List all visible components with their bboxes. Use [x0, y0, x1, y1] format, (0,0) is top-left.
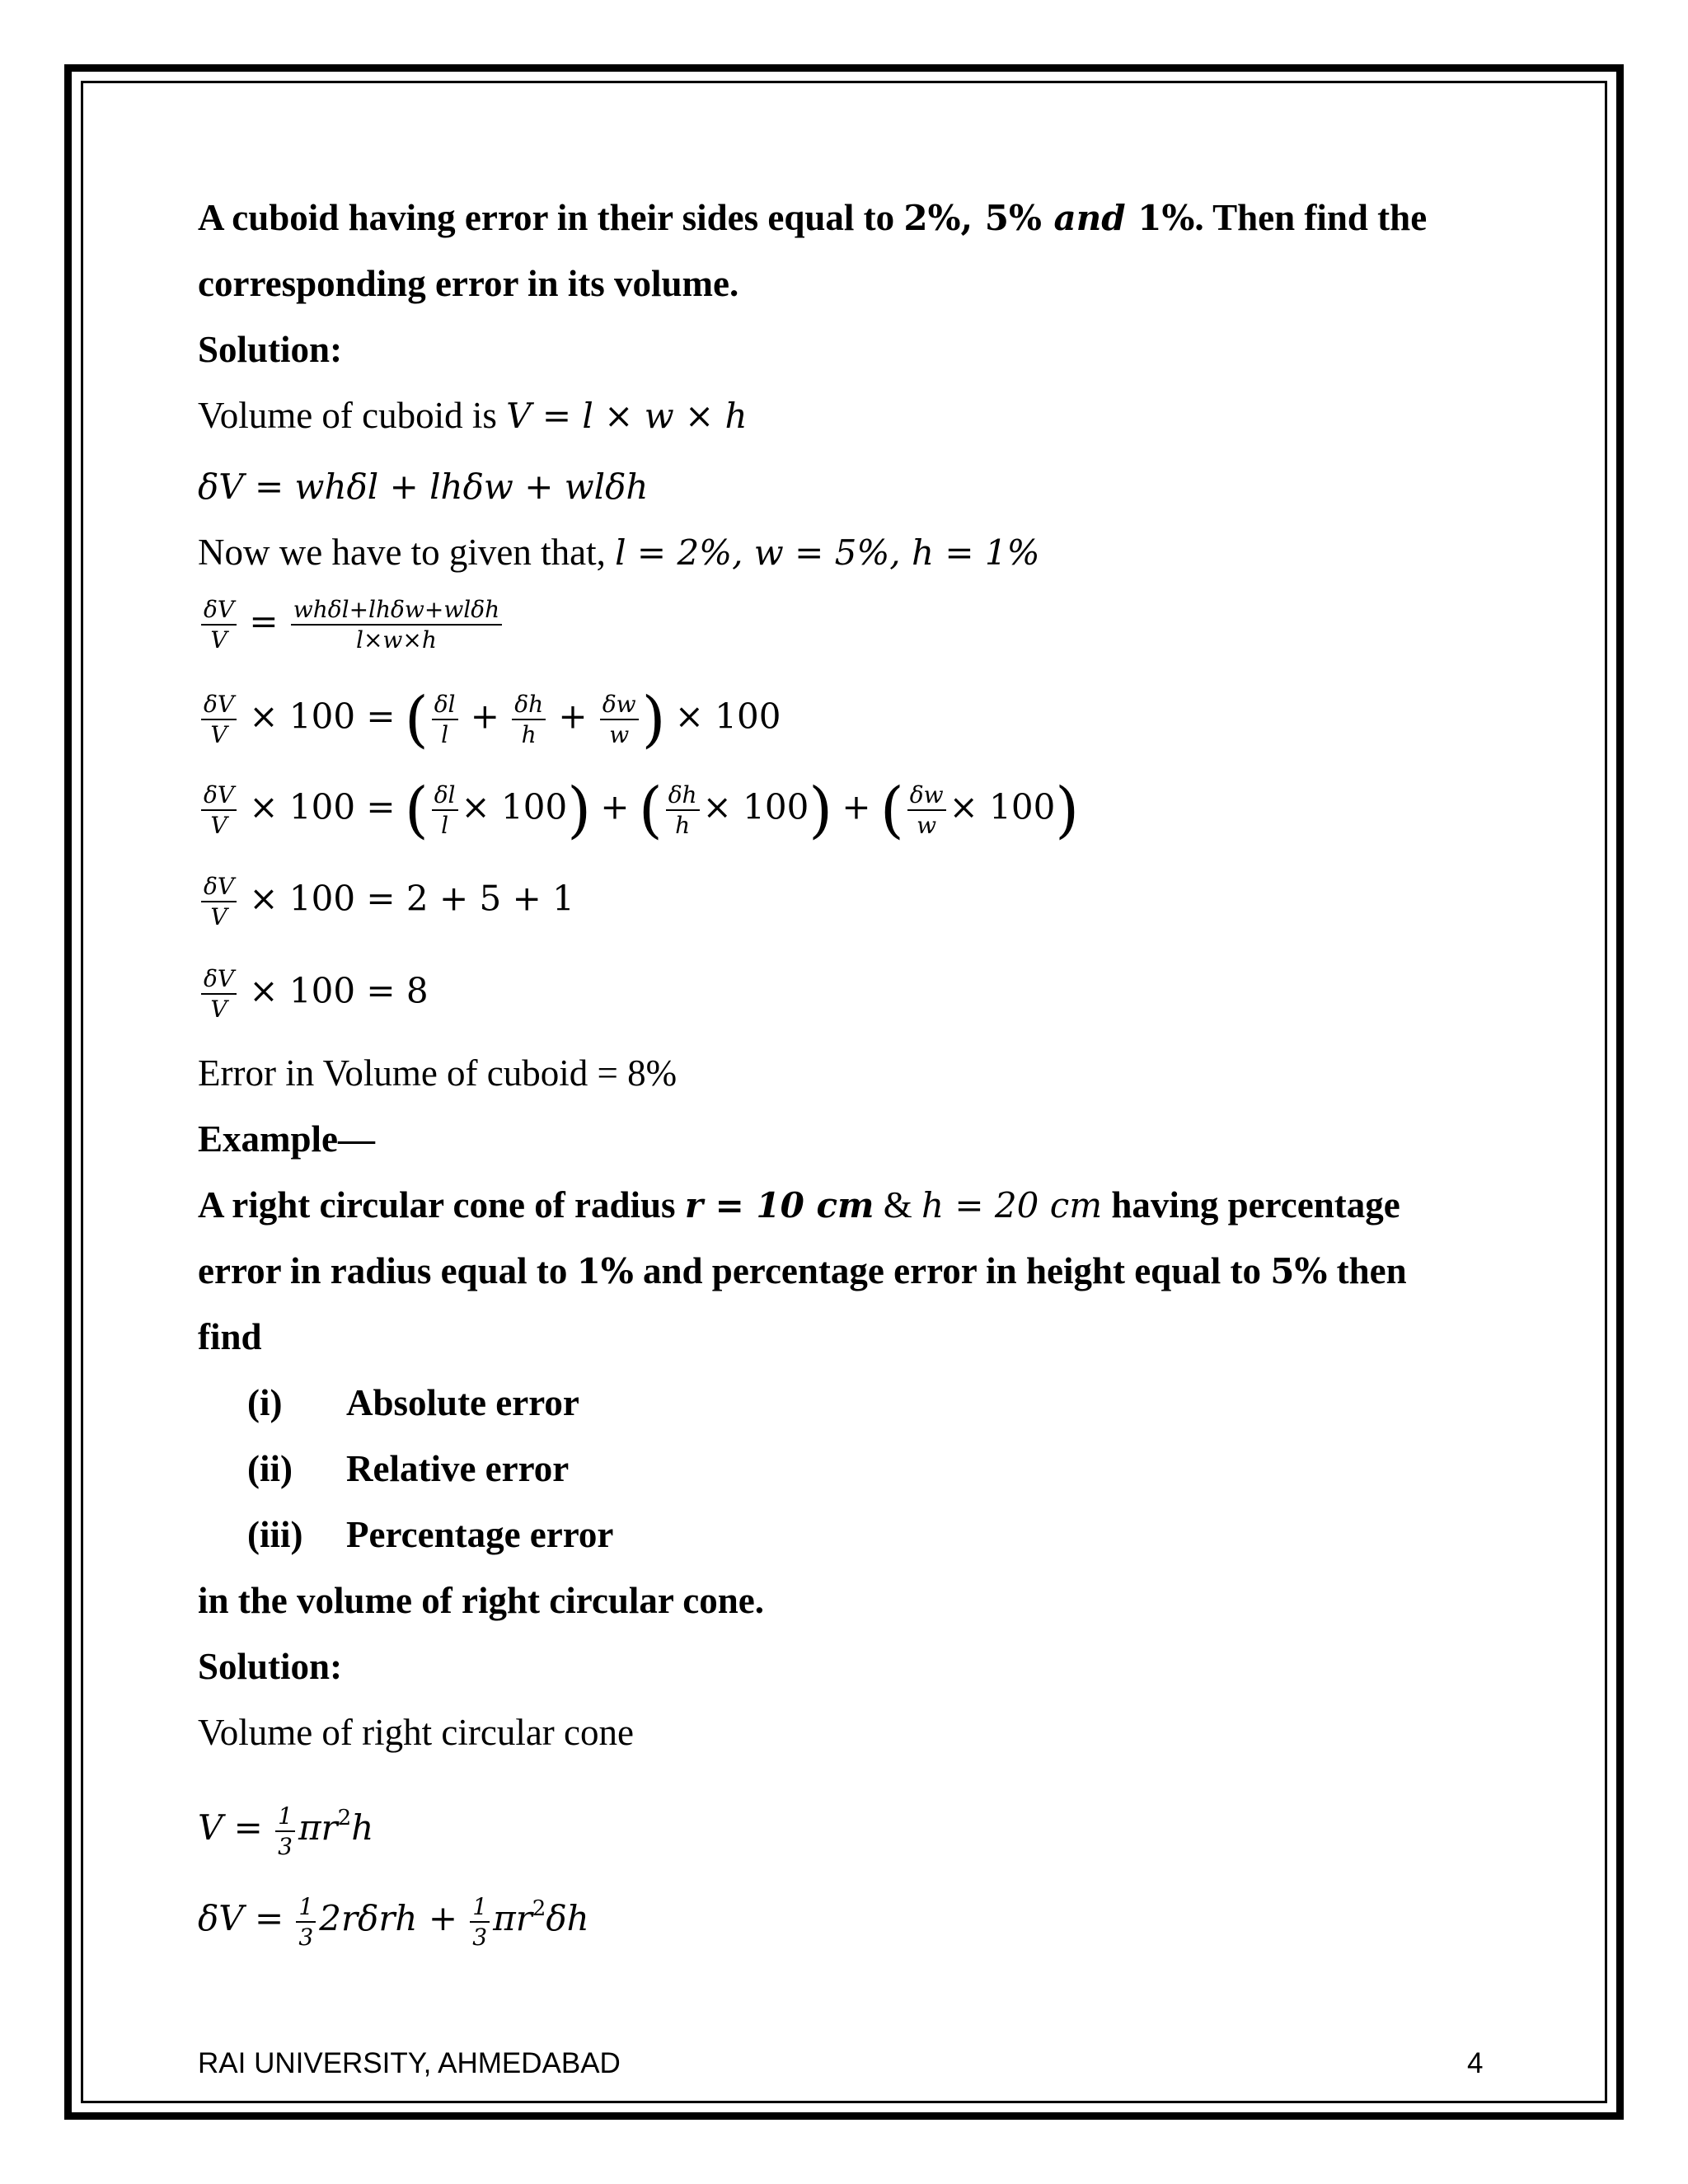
problem-statement-line2: corresponding error in its volume. — [198, 263, 739, 304]
solution-label: Solution: — [198, 329, 343, 370]
sum-equation: $\frac{\delta V}{V}$ × 100 = 2 + 5 + 1 — [198, 872, 574, 931]
problem-statement-line1: A cuboid having error in their sides equal to 2%, 5% and 1%. Then find the — [198, 197, 1428, 238]
cuboid-volume-line: Volume of cuboid is V = l × w × h — [198, 395, 748, 436]
final-equation: $\frac{\delta V}{V}$ × 100 = 8 — [198, 964, 429, 1024]
after-list-line: in the volume of right circular cone. — [198, 1580, 764, 1621]
page-number: 4 — [1467, 2047, 1484, 2079]
ratio-equation: $\frac{\delta V}{V}$ = $\frac{\text{whδl+lhδw+wlδh}}{l\times w\times h}$ — [198, 595, 505, 654]
list-item-text: Percentage error — [346, 1514, 614, 1555]
example-statement-line1: A right circular cone of radius r = 10 cm & h = 20 cm having percentage — [198, 1184, 1400, 1226]
list-item-number: (ii) — [247, 1448, 293, 1489]
delta-v-equation: δV = whδl + lhδw + wlδh — [198, 466, 649, 507]
given-values-line: Now we have to given that, l = 2%, w = 5%, h = 1% — [198, 532, 1040, 573]
list-item-number: (iii) — [247, 1514, 303, 1555]
percent-sum-equation: $\frac{\delta V}{V}$ × 100 = ( $\frac{\delta l}{l}$ + $\frac{\delta h}{h}$ + $\frac{\delta w}{w}$ ) × 100 — [198, 689, 781, 750]
example-statement-line2: error in radius equal to 1% and percentage error in height equal to 5% then — [198, 1250, 1407, 1291]
cone-volume-formula: V = $\frac{1}{3}$ $\pi r^2h$ — [198, 1802, 374, 1860]
example-label: Example— — [198, 1118, 376, 1160]
cone-volume-text: Volume of right circular cone — [198, 1712, 634, 1753]
percent-expanded-equation: $\frac{\delta V}{V}$ × 100 = ( $\frac{\delta l}{l}$ × 100) + ( $\frac{\delta h}{h}$ × 100) + ( $\frac{\delta w}{w}$ × 100) — [198, 780, 1079, 841]
list-item-text: Absolute error — [346, 1382, 579, 1423]
example-solution-label: Solution: — [198, 1646, 343, 1687]
example-statement-line3: find — [198, 1316, 262, 1357]
footer-university: RAI UNIVERSITY, AHMEDABAD — [198, 2047, 621, 2079]
list-item-text: Relative error — [346, 1448, 570, 1489]
cone-delta-v-formula: δV = $\frac{1}{3}$ 2rδrh + $\frac{1}{3}$ $\pi r^2\delta h$ — [198, 1892, 589, 1951]
list-item-number: (i) — [247, 1382, 283, 1423]
conclusion-line: Error in Volume of cuboid = 8% — [198, 1052, 678, 1094]
